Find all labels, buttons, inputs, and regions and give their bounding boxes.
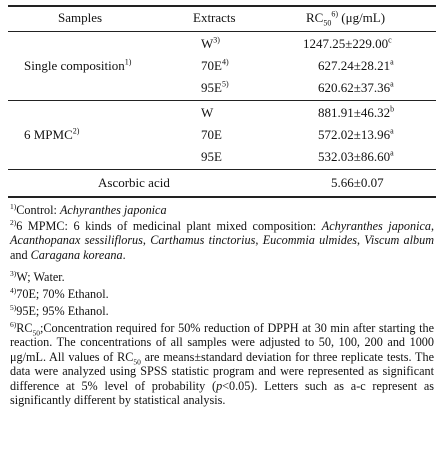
table-top-rule [8,5,436,7]
group-label-mpmc: 6 MPMC$^{2)}$ [24,126,80,142]
extract-cell: $95E^{5)}$ [201,79,229,95]
ascorbic-label: Ascorbic acid [98,175,170,190]
extract-cell: W [201,105,214,120]
footnote-3: $^{3)}$W; Water. [10,268,65,284]
extract-cell: $W^{3)}$ [201,35,220,51]
footnote-5: $^{5)}$95E; 95% Ethanol. [10,302,109,318]
value-cell: 572.02±13.96$^a$ [318,126,394,142]
footnote-6: $^{6)}RC_{50};Concentration$ required for 50% reduction of DPPH at 30 min after starting the reaction. The concentrations of all samples were adjusted to 50, 100, 200 and 1000 μg/mL. All values of $RC_{50}$ are means±standard deviation for three replicate tests. The data were analyzed using SPSS statistic program and were represented as significant difference at 5% level of probability (p<0.05). Letters such as a-c represent as significantly different by statistical analysis. [10,319,434,408]
footnote-2: $^{2)}$6 MPMC: 6 kinds of medicinal plant mixed composition: Achyranthes japonica, Acanthopanax sessiliflorus, Carthamus tinctorius, Eucommia ulmides, Viscum album and Caragana koreana. [10,217,435,262]
footnote-4: $^{4)}$70E; 70% Ethanol. [10,285,109,301]
value-cell: 1247.25±229.00$^c$ [303,35,392,51]
extract-cell: 95E [201,149,222,164]
value-cell: 627.24±28.21$^a$ [318,57,394,73]
extract-cell: 70E [201,127,222,142]
header-rc: $RC_{50}^{6)}$ (μg/mL) [306,9,386,28]
footnote-1: $^{1)}$Control: Achyranthes japonica [10,201,167,217]
group-label-single: Single composition$^{1)}$ [24,57,132,73]
table-bottom-rule [8,196,436,198]
ascorbic-divider-rule [8,169,436,170]
header-extracts: Extracts [193,10,236,25]
group-divider-rule [8,100,436,101]
value-cell: 881.91±46.32$^b$ [318,104,395,120]
header-samples: Samples [58,10,103,25]
value-cell: 620.62±37.36$^a$ [318,79,394,95]
value-cell: 532.03±86.60$^a$ [318,148,394,164]
ascorbic-value: 5.66±0.07 [331,175,384,190]
header-rule [8,31,436,32]
extract-cell: $70E^{4)}$ [201,57,229,73]
